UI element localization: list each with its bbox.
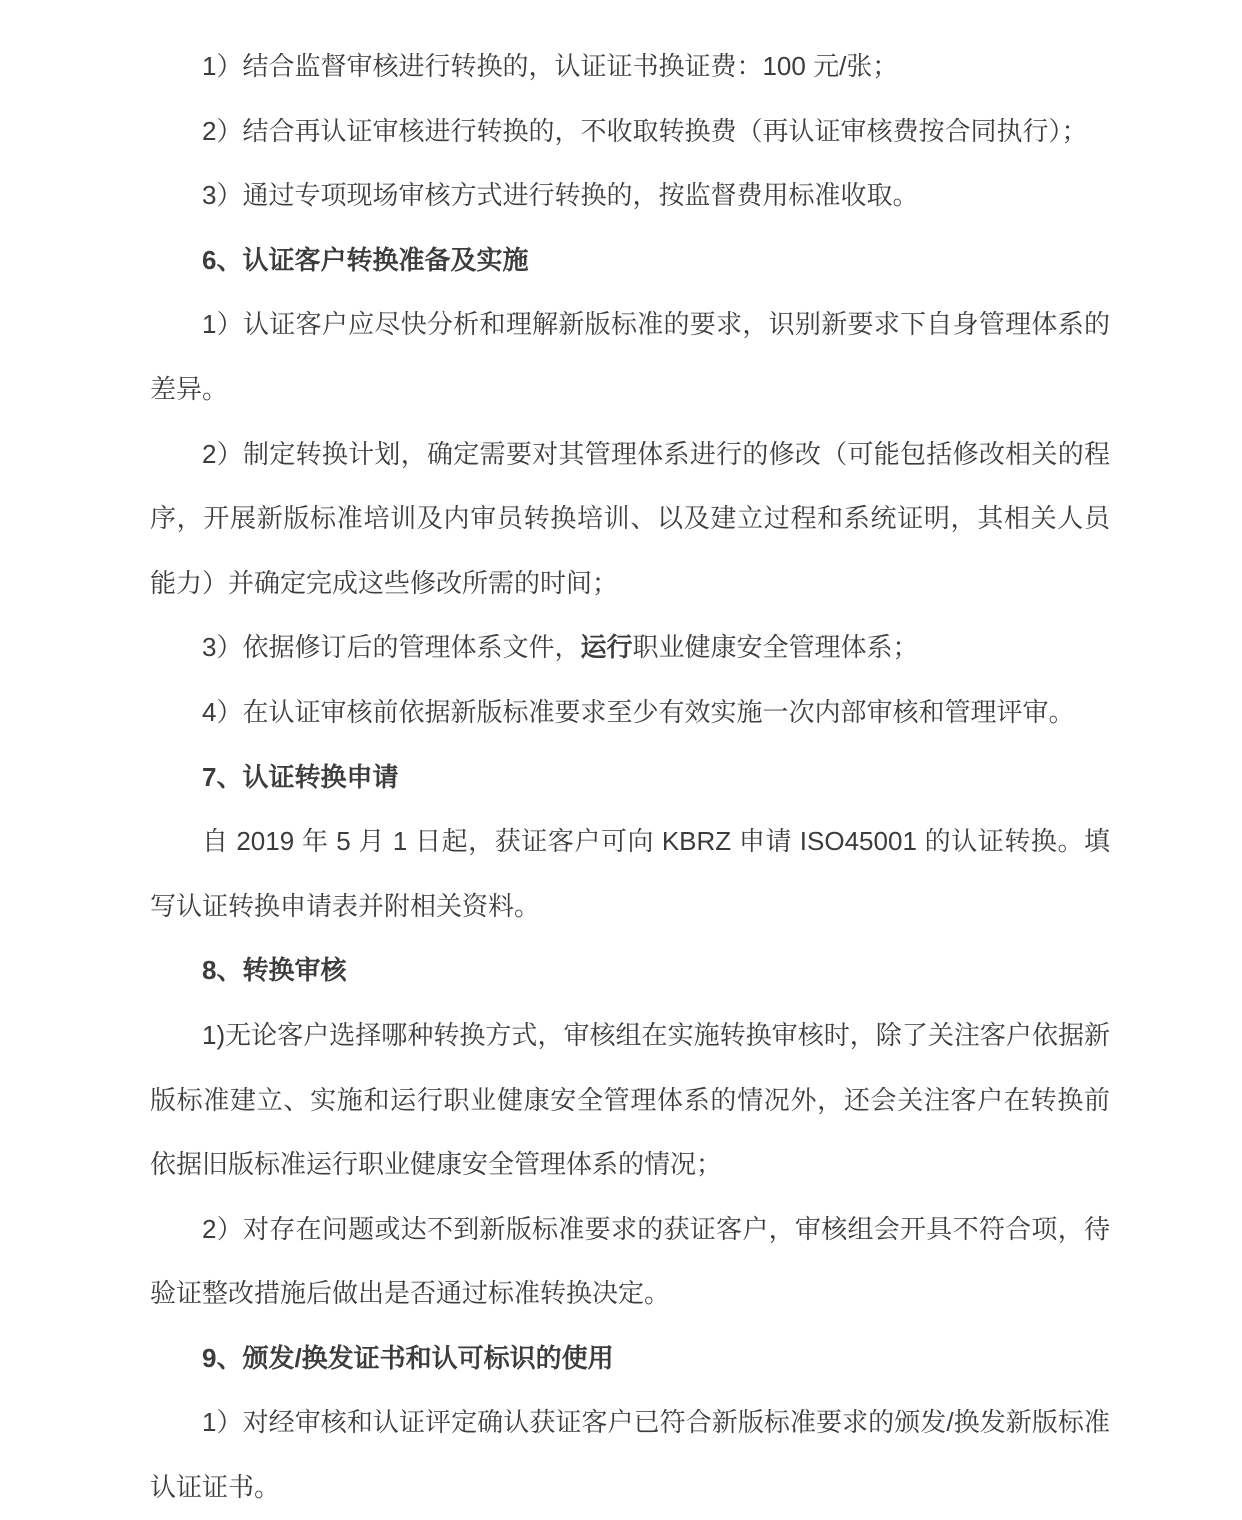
paragraph <box>150 809 1110 938</box>
paragraph <box>150 292 1110 421</box>
section-heading <box>150 938 1110 1003</box>
paragraph <box>150 1003 1110 1197</box>
bold-text-run: 9、颁发/换发证书和认可标识的使用 <box>202 1342 614 1373</box>
text-run: 2）对存在问题或达不到新版标准要求的获证客户，审核组会开具不符合项，待验证整改措施后做出是否通过标准转换决定。 <box>150 1213 1110 1309</box>
text-run: 1）结合监督审核进行转换的，认证证书换证费：100 元/张； <box>202 51 899 81</box>
section-heading <box>150 1326 1110 1391</box>
text-run: 自 2019 年 5 月 1 日起，获证客户可向 KBRZ 申请 ISO45001 的认证转换。填写认证转换申请表并附相关资料。 <box>150 826 1110 921</box>
paragraph <box>150 34 1110 99</box>
paragraph <box>150 1197 1110 1326</box>
document-body <box>150 34 1110 1520</box>
paragraph <box>150 163 1110 228</box>
bold-text-run: 运行 <box>580 632 633 663</box>
text-run: 1）对经审核和认证评定确认获证客户已符合新版标准要求的颁发/换发新版标准认证证书。 <box>150 1407 1110 1503</box>
paragraph <box>150 680 1110 745</box>
text-run: 2）结合再认证审核进行转换的，不收取转换费（再认证审核费按合同执行）； <box>202 115 1088 146</box>
bold-text-run: 8、转换审核 <box>202 955 347 986</box>
text-run: 3）通过专项现场审核方式进行转换的，按监督费用标准收取。 <box>202 180 919 211</box>
paragraph <box>150 615 1110 680</box>
text-run: 1)无论客户选择哪种转换方式，审核组在实施转换审核时，除了关注客户依据新版标准建立、实施和运行职业健康安全管理体系的情况外，还会关注客户在转换前依据旧版标准运行职业健康安全管理体系的情况； <box>150 1019 1110 1180</box>
text-run: 1）认证客户应尽快分析和理解新版标准的要求，识别新要求下自身管理体系的差异。 <box>150 309 1110 404</box>
section-heading <box>150 745 1110 810</box>
bold-text-run: 6、认证客户转换准备及实施 <box>202 244 529 275</box>
text-run: 职业健康安全管理体系； <box>632 632 919 663</box>
bold-text-run: 7、认证转换申请 <box>202 761 399 792</box>
text-run: 2）制定转换计划，确定需要对其管理体系进行的修改（可能包括修改相关的程序，开展新版标准培训及内审员转换培训、以及建立过程和系统证明，其相关人员能力）并确定完成这些修改所需的时间； <box>150 438 1110 598</box>
paragraph <box>150 422 1110 616</box>
section-heading <box>150 228 1110 293</box>
paragraph <box>150 99 1110 164</box>
text-run: 3）依据修订后的管理体系文件， <box>202 632 581 663</box>
paragraph <box>150 1390 1110 1519</box>
text-run: 4）在认证审核前依据新版标准要求至少有效实施一次内部审核和管理评审。 <box>202 696 1075 727</box>
